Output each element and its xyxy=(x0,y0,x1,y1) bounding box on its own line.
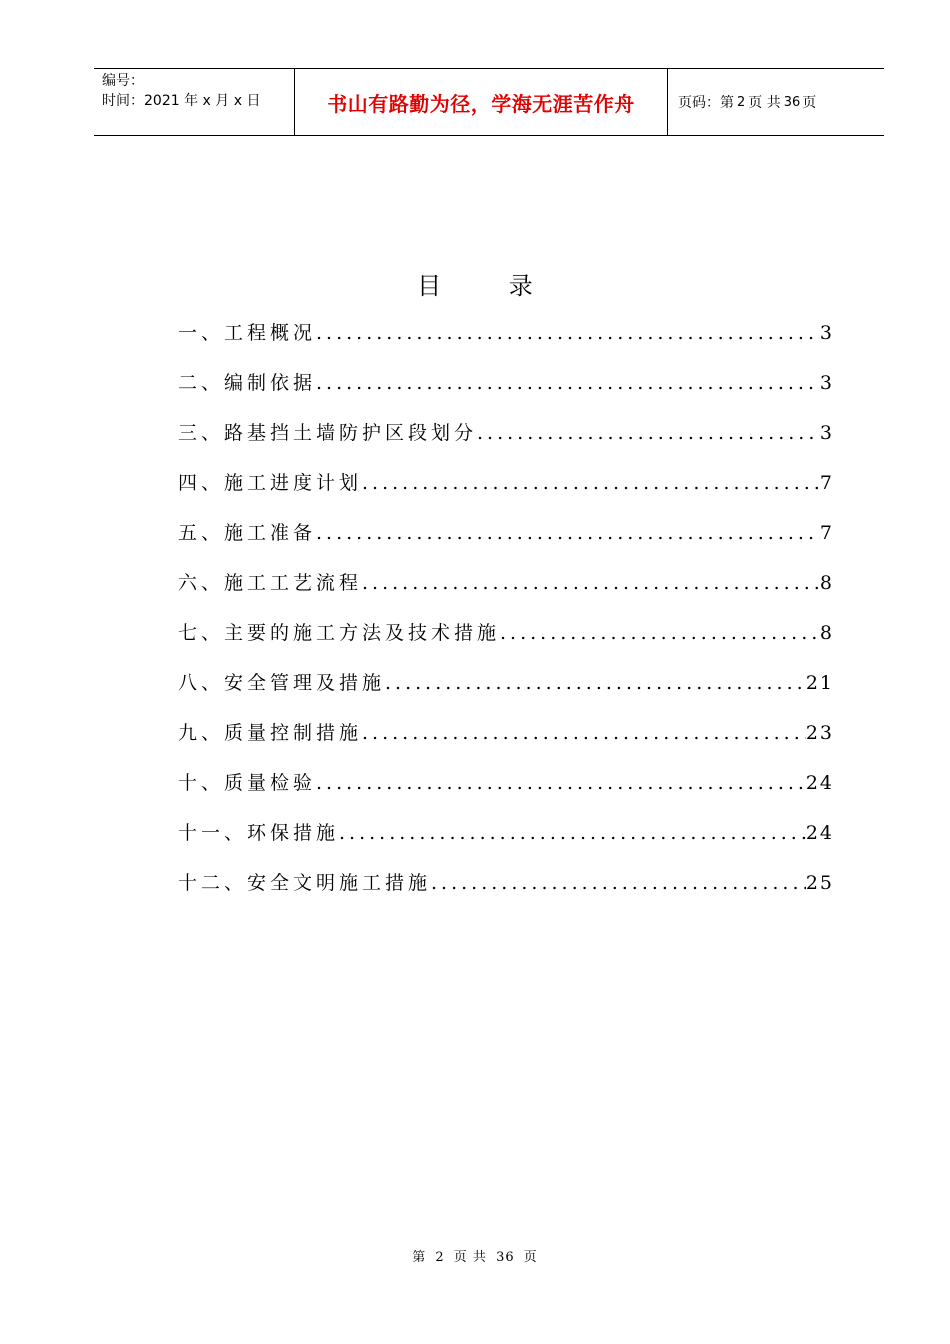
toc-item-page: 24 xyxy=(805,772,834,794)
toc-item-page: 7 xyxy=(819,472,834,494)
toc-leader-dots xyxy=(316,372,820,394)
toc-item-label: 六、施工工艺流程 xyxy=(178,572,363,594)
toc-leader-dots xyxy=(431,872,806,894)
header-page-info xyxy=(668,69,884,135)
footer-current-page: 2 xyxy=(435,1250,445,1265)
toc-item-page: 24 xyxy=(805,822,834,844)
toc-item-label: 三、路基挡土墙防护区段划分 xyxy=(178,422,478,444)
header-page-middle: 页 共 xyxy=(748,95,781,111)
toc-item-page: 23 xyxy=(805,722,834,744)
header-number-label: 编号： xyxy=(102,73,144,89)
toc-leader-dots xyxy=(316,772,806,794)
toc-item[interactable] xyxy=(178,468,834,518)
toc-leader-dots xyxy=(362,722,806,744)
toc-leader-dots xyxy=(362,572,820,594)
toc-leader-dots xyxy=(362,472,820,494)
header-page-current: 2 xyxy=(737,94,746,110)
toc-item[interactable] xyxy=(178,418,834,468)
page-header xyxy=(94,68,884,136)
footer-middle: 页 共 xyxy=(453,1250,487,1265)
toc-item[interactable] xyxy=(178,618,834,668)
toc-leader-dots xyxy=(500,622,820,644)
toc-item[interactable] xyxy=(178,318,834,368)
toc-item-page: 3 xyxy=(819,372,834,394)
toc-item[interactable] xyxy=(178,768,834,818)
toc-list xyxy=(178,318,834,918)
toc-item-label: 五、施工准备 xyxy=(178,522,317,544)
header-time-label: 时间：2021 年 x 月 x 日 xyxy=(102,93,261,109)
toc-item-label: 一、工程概况 xyxy=(178,322,317,344)
toc-item-label: 七、主要的施工方法及技术措施 xyxy=(178,622,501,644)
toc-title: 目 录 xyxy=(417,272,563,300)
toc-item-page: 7 xyxy=(819,522,834,544)
header-motto: 书山有路勤为径，学海无涯苦作舟 xyxy=(295,69,668,135)
header-page-suffix: 页 xyxy=(802,95,817,111)
toc-leader-dots xyxy=(316,322,820,344)
toc-leader-dots xyxy=(385,672,806,694)
toc-item-label: 四、施工进度计划 xyxy=(178,472,363,494)
header-page-label: 页码：第 xyxy=(678,95,734,111)
toc-item[interactable] xyxy=(178,518,834,568)
toc-item-page: 3 xyxy=(819,422,834,444)
toc-item-page: 25 xyxy=(805,872,834,894)
toc-item[interactable] xyxy=(178,368,834,418)
toc-item[interactable] xyxy=(178,868,834,918)
page-footer xyxy=(0,1246,950,1265)
toc-item-label: 十一、环保措施 xyxy=(178,822,340,844)
toc-leader-dots xyxy=(316,522,820,544)
header-page-total: 36 xyxy=(783,94,801,110)
toc-item[interactable] xyxy=(178,718,834,768)
toc-item-label: 八、安全管理及措施 xyxy=(178,672,386,694)
toc-item-page: 8 xyxy=(819,622,834,644)
footer-suffix: 页 xyxy=(523,1250,538,1265)
toc-item-page: 21 xyxy=(805,672,834,694)
toc-item[interactable] xyxy=(178,818,834,868)
toc-item-page: 3 xyxy=(819,322,834,344)
header-meta xyxy=(94,69,295,135)
toc-item[interactable] xyxy=(178,568,834,618)
toc-leader-dots xyxy=(477,422,820,444)
toc-leader-dots xyxy=(339,822,806,844)
toc-item-label: 九、质量控制措施 xyxy=(178,722,363,744)
footer-total-pages: 36 xyxy=(496,1250,515,1265)
toc-item-label: 二、编制依据 xyxy=(178,372,317,394)
toc-item[interactable] xyxy=(178,668,834,718)
footer-prefix: 第 xyxy=(412,1250,427,1265)
toc-item-page: 8 xyxy=(819,572,834,594)
toc-item-label: 十二、安全文明施工措施 xyxy=(178,872,432,894)
toc-item-label: 十、质量检验 xyxy=(178,772,317,794)
